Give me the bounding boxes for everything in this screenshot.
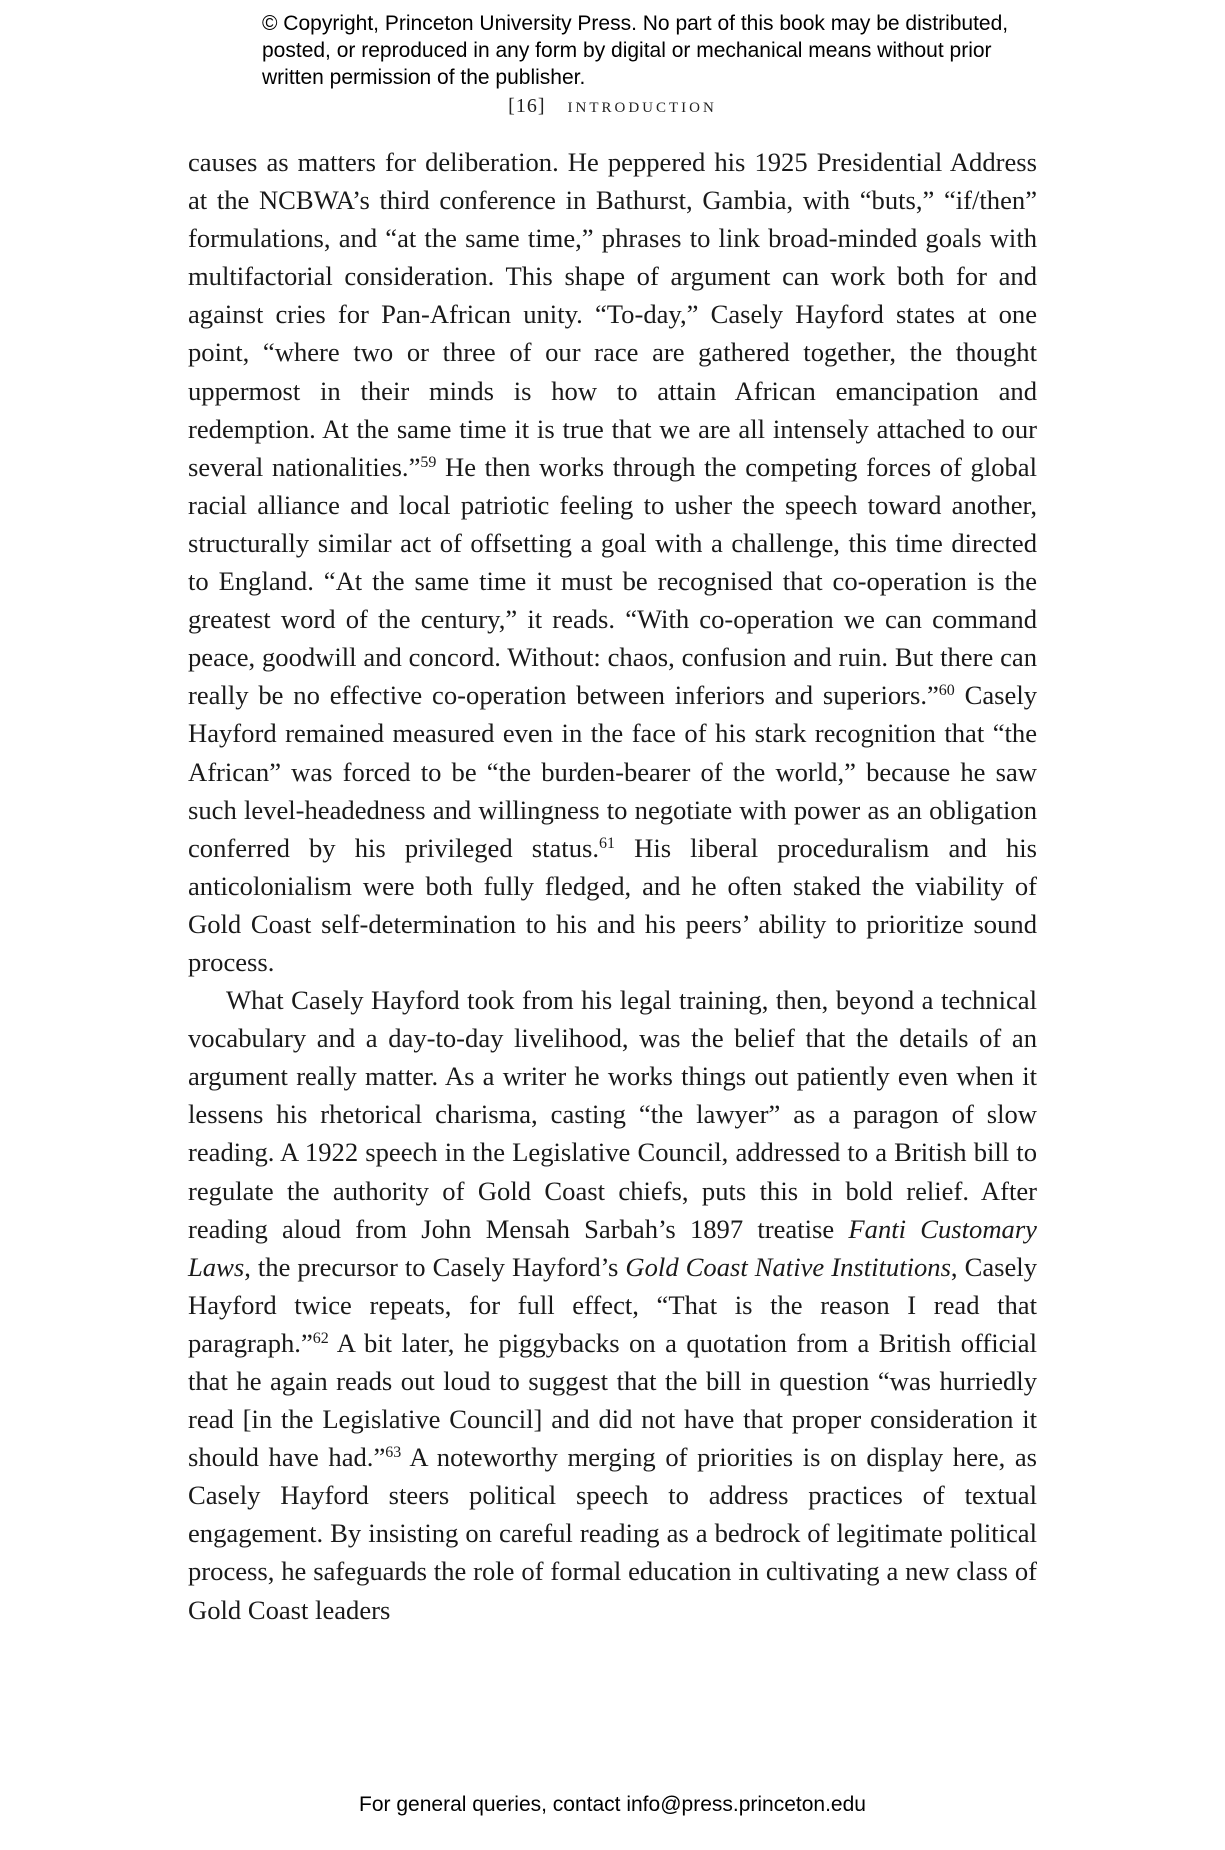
footnote-ref: 63 [385,1444,402,1462]
text-run: What Casely Hayford took from his legal training, then, beyond a technical vocabulary and a day-to-day livelihood, was the belief that the details of an argument really matter. As a writer he works things out patiently even when it lessens his rhetorical charisma, casting “the lawyer” as a paragon of slow reading. A 1922 speech in the Legislative Council, addressed to a British bill to regulate the authority of Gold Coast chiefs, puts this in bold relief. After reading aloud from John Mensah Sarbah’s 1897 treatise [188,985,1037,1244]
footnote-ref: 61 [599,834,615,852]
text-run: His liberal proceduralism and his anticolonialism were both fully fledged, and he often staked the viability of Gold Coast self-determination to his and his peers’ ability to prioritize sound process. [188,832,1037,977]
footnote-ref: 60 [938,682,955,700]
text-run: , the precursor to Casely Hayford’s [244,1251,626,1282]
text-run: A noteworthy merging of priorities is on display here, as Casely Hayford steers political speech to address practices of textual engagement. By insisting on careful reading as a bedrock of legitimate political process, he safeguards the role of formal education in cultivating a new class of Gold Coast leaders [188,1442,1037,1625]
book-title: Fanti Customary Laws [188,1213,1037,1282]
book-title: Gold Coast Native Institutions [625,1251,951,1282]
text-run: Casely Hayford remained measured even in the face of his stark recognition that “the African” was forced to be “the burden-bearer of the world,” because he saw such level-headedness and willingness to negotiate with power as an obligation conferred by his privileged status. [188,680,1038,863]
paragraph [188,981,1037,1629]
text-run: He then works through the competing forces of global racial alliance and local patriotic feeling to usher the speech toward another, structurally similar act of offsetting a goal with a challenge, this time directed to England. “At the same time it must be recognised that co-operation is the greatest word of the century,” it reads. “With co-operation we can command peace, goodwill and concord. Without: chaos, confusion and ruin. But there can really be no effective co-operation between inferiors and superiors.” [188,451,1037,711]
running-head [0,92,1225,118]
section-title: introduction [567,92,717,117]
page-number: [16] [508,95,546,117]
footer-contact: For general queries, contact info@press.princeton.edu [359,1793,866,1816]
text-run: A bit later, he piggybacks on a quotation from a British official that he again reads out loud to suggest that the bill in question “was hurriedly read [in the Legislative Council] and did not have that proper consideration it should have had.” [188,1327,1037,1473]
text-run: , Casely Hayford twice repeats, for full effect, “That is the reason I read that paragraph.” [188,1251,1037,1358]
footnote-ref: 59 [420,453,437,471]
footnote-ref: 62 [312,1329,329,1347]
body-text [188,143,1037,1629]
copyright-notice: © Copyright, Princeton University Press. No part of this book may be distributed, posted, or reproduced in any form by digital or mechanical means without prior written permission of the publisher. [262,12,1009,89]
text-run: causes as matters for deliberation. He peppered his 1925 Presidential Address at the NCBWA’s third conference in Bathurst, Gambia, with “buts,” “if/then” formulations, and “at the same time,” phrases to link broad-minded goals with multifactorial consideration. This shape of argument can work both for and against cries for Pan-African unity. “To-day,” Casely Hayford states at one point, “where two or three of our race are gathered together, the thought uppermost in their minds is how to attain African emancipation and redemption. At the same time it is true that we are all intensely attached to our several nationalities.” [188,147,1037,482]
paragraph [188,143,1037,981]
